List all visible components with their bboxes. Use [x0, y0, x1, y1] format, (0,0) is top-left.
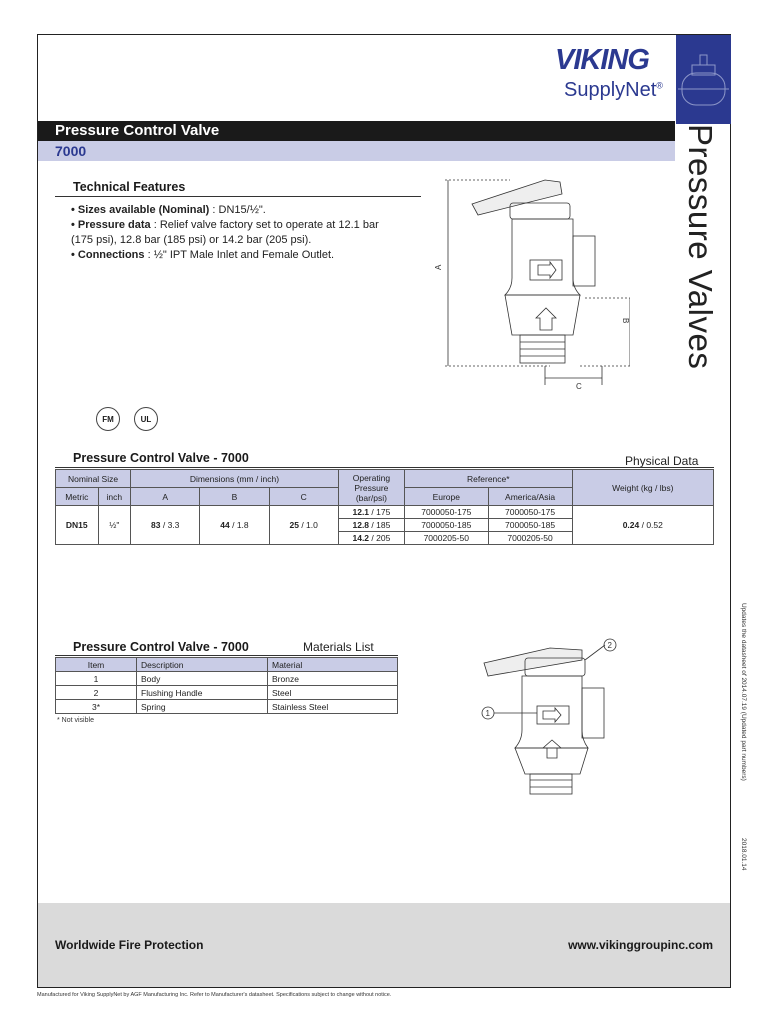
- table-row: [56, 506, 714, 519]
- dim-c-label: C: [576, 382, 582, 391]
- footer-website: www.vikinggroupinc.com: [568, 938, 713, 952]
- model-number: 7000: [38, 141, 675, 161]
- callout-2: 2: [607, 641, 612, 650]
- col-weight: Weight (kg / lbs): [572, 470, 713, 506]
- materials-list-label: Materials List: [303, 640, 374, 654]
- cell-item: 3*: [56, 700, 137, 714]
- cell-pressure: 12.8 / 185: [338, 519, 404, 532]
- materials-heading: Pressure Control Valve - 7000: [73, 640, 249, 654]
- col-america: America/Asia: [488, 488, 572, 506]
- cell-description: Body: [137, 672, 268, 686]
- materials-footnote: * Not visible: [57, 717, 94, 724]
- valve-thumbnail-icon: [676, 35, 731, 124]
- brand-logo: VIKING: [555, 44, 649, 76]
- col-a: A: [131, 488, 200, 506]
- materials-table: [55, 657, 398, 714]
- col-dimensions: Dimensions (mm / inch): [131, 470, 339, 488]
- cell-inch: ½": [98, 506, 131, 545]
- cell-description: Flushing Handle: [137, 686, 268, 700]
- cell-material: Stainless Steel: [268, 700, 398, 714]
- materials-rule: [55, 655, 398, 656]
- cell-america: 7000050-175: [488, 506, 572, 519]
- cell-pressure: 12.1 / 175: [338, 506, 404, 519]
- cell-weight: 0.24 / 0.52: [572, 506, 713, 545]
- ul-listed-icon: UL: [134, 407, 158, 431]
- dim-a-label: A: [434, 264, 443, 270]
- valve-dimension-diagram: [430, 170, 630, 400]
- feature-item: • Sizes available (Nominal) : DN15/½".: [71, 204, 266, 216]
- cell-c: 25 / 1.0: [269, 506, 338, 545]
- features-list: [71, 203, 401, 263]
- cell-b: 44 / 1.8: [200, 506, 269, 545]
- cell-material: Steel: [268, 686, 398, 700]
- callout-1: 1: [485, 709, 490, 718]
- cell-europe: 7000050-185: [405, 519, 489, 532]
- col-c: C: [269, 488, 338, 506]
- cell-item: 1: [56, 672, 137, 686]
- footer-tagline: Worldwide Fire Protection: [55, 938, 204, 952]
- physical-rule: [55, 467, 714, 468]
- feature-item: • Pressure data : Relief valve factory set to operate at 12.1 bar (175 psi), 12.8 bar (185 psi) or 14.2 bar (205 psi).: [71, 219, 379, 246]
- col-b: B: [200, 488, 269, 506]
- brand-logo-sub: SupplyNet®: [564, 79, 663, 101]
- fm-approved-icon: FM: [96, 407, 120, 431]
- side-title: Pressure Valves: [682, 124, 719, 370]
- cell-europe: 7000050-175: [405, 506, 489, 519]
- cell-a: 83 / 3.3: [131, 506, 200, 545]
- cell-pressure: 14.2 / 205: [338, 532, 404, 545]
- table-row: [56, 672, 398, 686]
- col-reference: Reference*: [405, 470, 573, 488]
- revision-date: 2018.01.14: [740, 838, 747, 871]
- features-rule: [55, 196, 421, 197]
- col-inch: inch: [98, 488, 131, 506]
- cell-america: 7000205-50: [488, 532, 572, 545]
- page-title: Pressure Control Valve: [38, 121, 675, 141]
- valve-parts-diagram: [470, 630, 650, 800]
- physical-data-table: [55, 469, 714, 545]
- cell-metric: DN15: [56, 506, 99, 545]
- dim-b-label: B: [621, 318, 630, 324]
- cell-america: 7000050-185: [488, 519, 572, 532]
- feature-item: • Connections : ½" IPT Male Inlet and Female Outlet.: [71, 249, 335, 261]
- cell-description: Spring: [137, 700, 268, 714]
- col-item: Item: [56, 658, 137, 672]
- table-row: [56, 686, 398, 700]
- table-row: [56, 700, 398, 714]
- physical-data-label: Physical Data: [625, 454, 699, 468]
- disclaimer: Manufactured for Viking SupplyNet by AGF Manufacturing Inc. Refer to Manufacturer's datasheet. Specifications subject to change without notice.: [37, 992, 392, 998]
- update-note: Updates the datasheet of 2014.07.19 (Updated part numbers): [740, 603, 747, 781]
- col-nominal-size: Nominal Size: [56, 470, 131, 488]
- cell-europe: 7000205-50: [405, 532, 489, 545]
- col-metric: Metric: [56, 488, 99, 506]
- col-operating-pressure: Operating Pressure (bar/psi): [338, 470, 404, 506]
- col-material: Material: [268, 658, 398, 672]
- brand-block: [676, 35, 731, 124]
- col-europe: Europe: [405, 488, 489, 506]
- features-heading: Technical Features: [73, 180, 186, 194]
- physical-heading: Pressure Control Valve - 7000: [73, 451, 249, 465]
- cell-material: Bronze: [268, 672, 398, 686]
- cell-item: 2: [56, 686, 137, 700]
- col-description: Description: [137, 658, 268, 672]
